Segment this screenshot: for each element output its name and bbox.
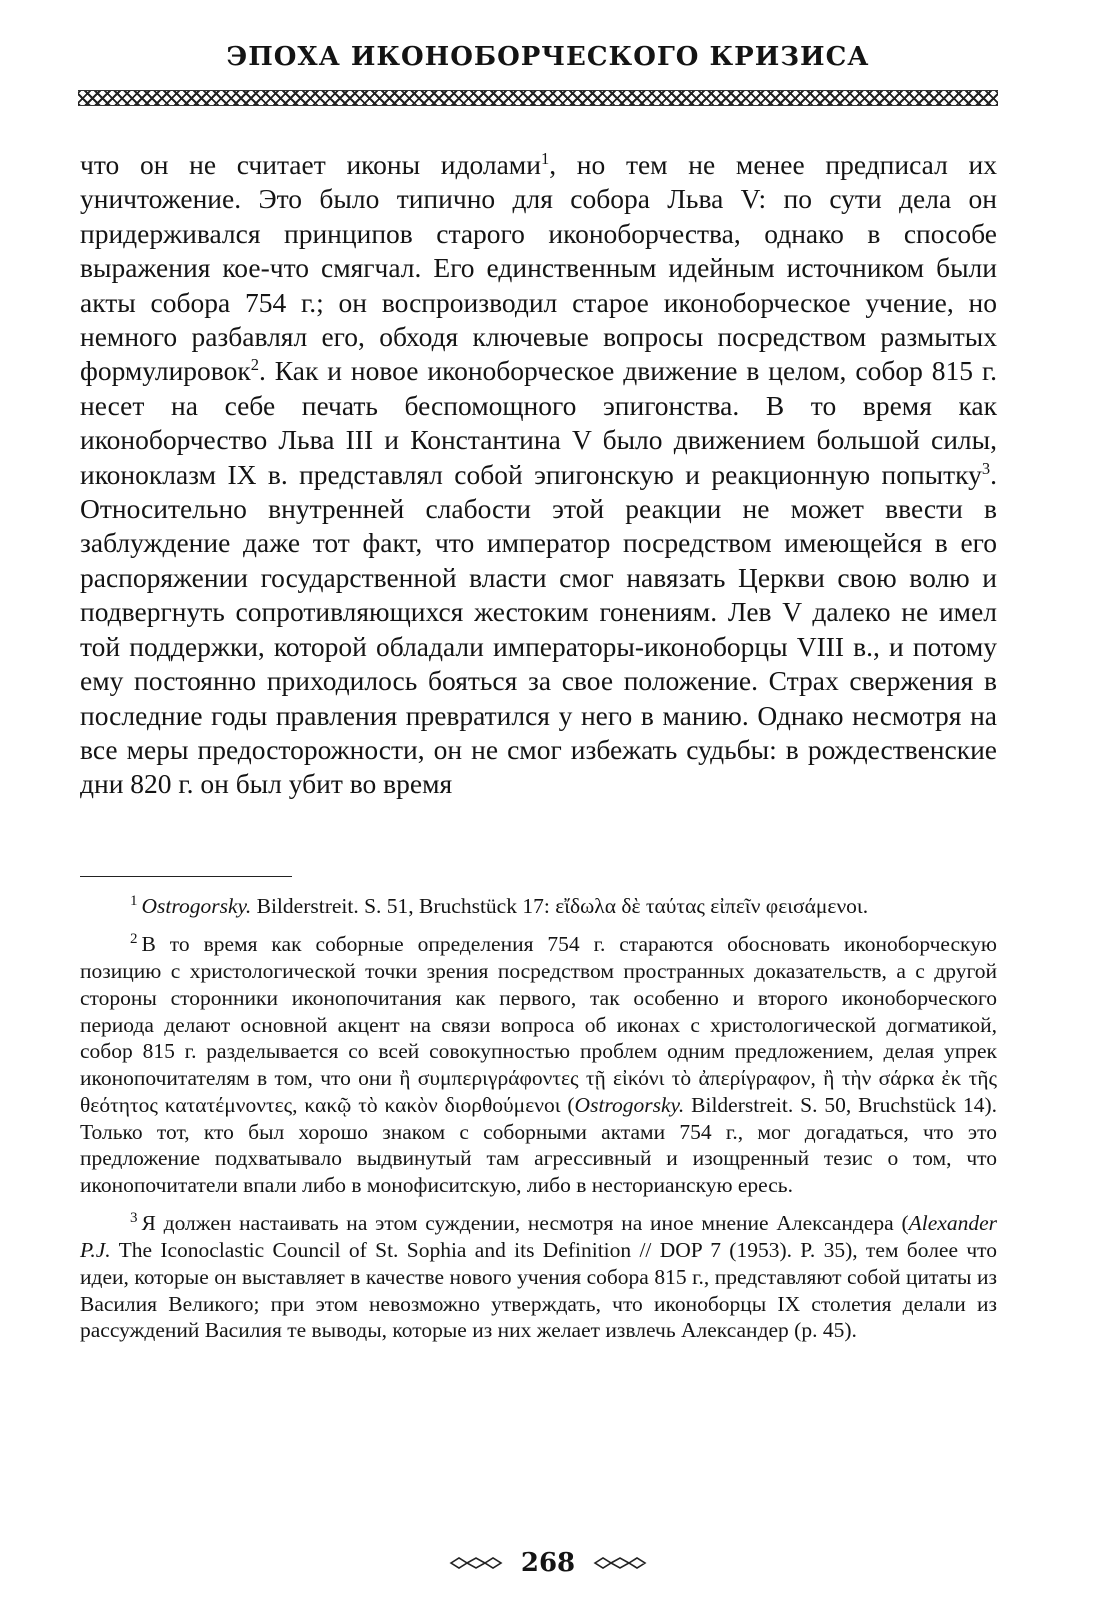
footnotes bbox=[80, 888, 997, 1350]
right-ornament-icon bbox=[593, 1557, 647, 1569]
footnote-author: Ostrogorsky. bbox=[574, 1092, 685, 1117]
footnote-number: 3 bbox=[130, 1210, 138, 1227]
footnote-author: Alexander P.J. bbox=[80, 1211, 997, 1263]
footnote-separator bbox=[80, 876, 292, 877]
header-ornament-band bbox=[78, 90, 998, 106]
page-number: 268 bbox=[520, 1548, 576, 1578]
footnote-ref: 1 bbox=[540, 148, 550, 168]
page-footer bbox=[0, 1548, 1096, 1578]
main-text-part: что он не считает иконы идолами bbox=[80, 149, 541, 180]
footnote-text: В то время как соборные определения 754 г. стараются обосновать иконоборческую позицию с христологической точки зрения посредством пространных доказательств, а с другой стороны сторонники иконопочитания как первого, так особенно и второго иконоборческого периода делают основной акцент на связи вопроса об иконах с христологической догматикой, собор 815 г. разделывается со всей совокупностью проблем одним предложением, делая упрек иконопочитателям в том, что они ἢ συμπεριγράφοντες τῇ εἰκόνι τὸ ἀπερίγραφον, ἢ τὴν σάρκα ἐκ τῆς θεότητος κατατέμνοντες, κακῷ τὸ κακὸν διορθούμενοι ( bbox=[80, 932, 997, 1117]
left-ornament-icon bbox=[449, 1557, 503, 1569]
running-title: ЭПОХА ИКОНОБОРЧЕСКОГО КРИЗИСА bbox=[226, 42, 870, 72]
footnote-text: Bilderstreit. S. 51, Bruchstück 17: εἴδωλα δὲ ταύτας εἰπεῖν φεισάμενοι. bbox=[251, 894, 869, 919]
main-text bbox=[80, 148, 997, 802]
footnote-number: 1 bbox=[130, 893, 138, 909]
footnote-text: Я должен настаивать на этом суждении, несмотря на иное мнение Александера ( bbox=[141, 1211, 909, 1236]
footnote-author: Ostrogorsky. bbox=[141, 894, 252, 919]
footnote-text: Bilderstreit. S. 50, Bruchstück 14). Только тот, кто был хорошо знаком с соборными актами 754 г., мог догадаться, что это предложение подхватывало выдвинутый там агрессивный и изощренный тезис о том, что иконопочитатели впали либо в монофиситскую, либо в несторианскую ересь. bbox=[80, 1092, 997, 1198]
footnote-number: 2 bbox=[130, 930, 138, 947]
footnote bbox=[80, 888, 997, 920]
footnote bbox=[80, 1205, 997, 1344]
footnote-ref: 3 bbox=[981, 458, 991, 478]
footnote-text: The Iconoclastic Council of St. Sophia and its Definition // DOP 7 (1953). P. 35), тем более что идеи, которые он выставляет в качестве нового учения собора 815 г., представляют собой цитаты из Василия Великого; при этом невозможно утверждать, что иконоборцы IX столетия делали из рассуждений Василия те выводы, которые из них желает извлечь Александер (р. 45). bbox=[80, 1238, 997, 1343]
footnote bbox=[80, 926, 997, 1199]
footnote-ref: 2 bbox=[250, 355, 259, 375]
main-text-part: , но тем не менее предписал их уничтожение. Это было типично для собора Льва V: по сути дела он придерживался принципов старого иконоборчества, однако в способе выражения кое-что смягчал. Его единственным идейным источником были акты собора 754 г.; он воспроизводил старое иконоборческое учение, но немного разбавлял его, обходя ключевые вопросы посредством размытых формулировок bbox=[80, 149, 997, 387]
main-text-part: . Как и новое иконоборческое движение в целом, собор 815 г. несет на себе печать беспомощного эпигонства. В то время как иконоборчество Льва III и Константина V было движением большой силы, иконоклазм IX в. представлял собой эпигонскую и реакционную попытку bbox=[80, 355, 997, 490]
main-text-part: . Относительно внутренней слабости этой реакции не может ввести в заблуждение даже тот факт, что император посредством имеющейся в его распоряжении государственной власти смог навязать Церкви свою волю и подвергнуть сопротивляющихся жестоким гонениям. Лев V далеко не имел той поддержки, которой обладали императоры-иконоборцы VIII в., и потому ему постоянно приходилось бояться за свое положение. Страх свержения в последние годы правления превратился у него в манию. Однако несмотря на все меры предосторожности, он не смог избежать судьбы: в рождественские дни 820 г. он был убит во время bbox=[80, 458, 997, 800]
